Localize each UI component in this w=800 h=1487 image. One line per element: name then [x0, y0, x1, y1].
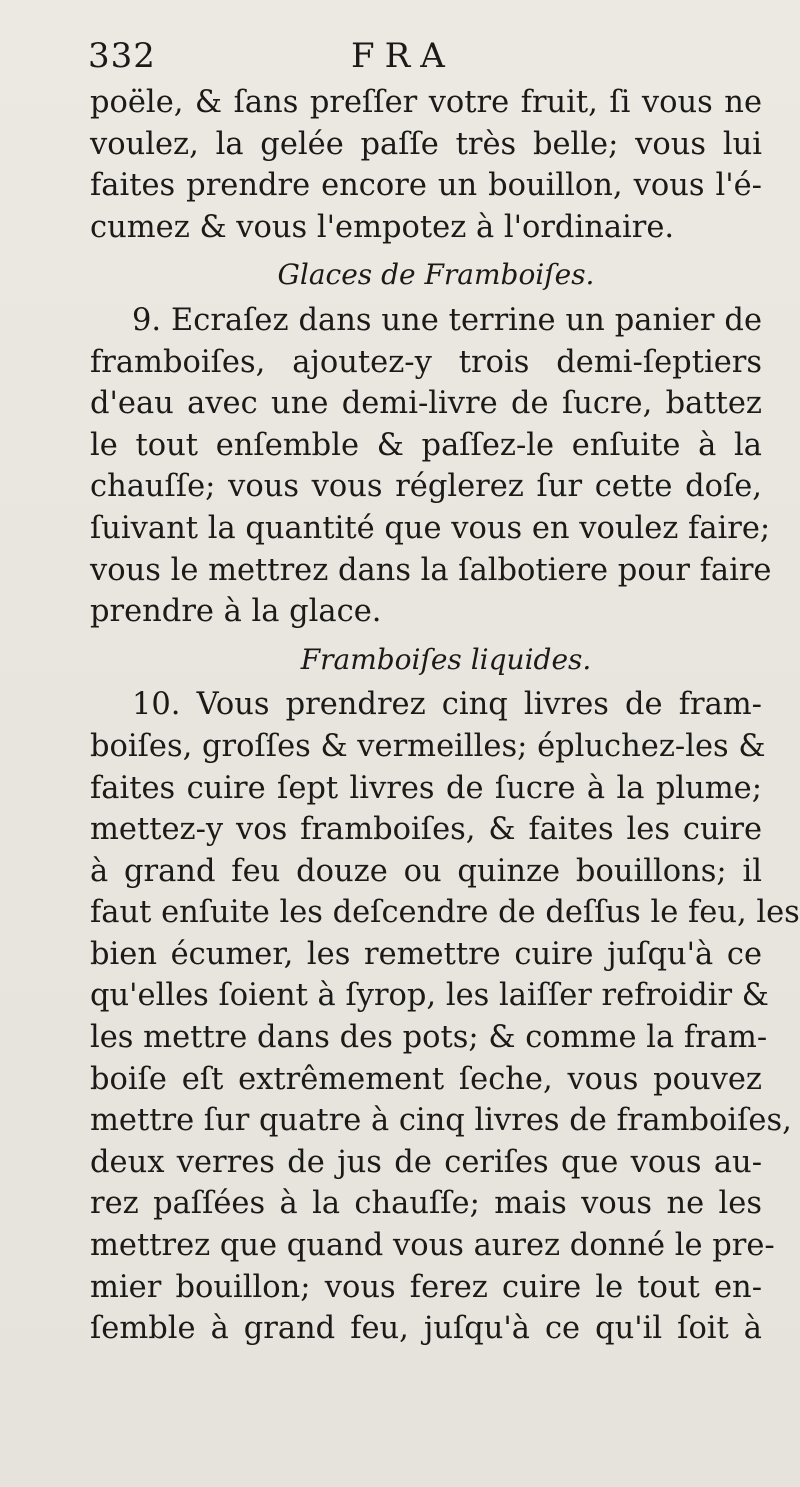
- text-line: le tout enſemble & paſſez-le enſuite à la: [90, 427, 762, 463]
- text-line: vous le mettrez dans la ſalbotiere pour faire: [90, 552, 772, 588]
- section-heading-glaces: Glaces de Framboiſes.: [277, 258, 595, 292]
- text-line: 10. Vous prendrez cinq livres de fram-: [132, 687, 762, 723]
- text-line: framboiſes, ajoutez-y trois demi-ſeptiers: [90, 344, 762, 380]
- text-line: bien écumer, les remettre cuire juſqu'à ce: [90, 936, 762, 972]
- page-number: 332: [88, 36, 156, 76]
- text-line: mier bouillon; vous ferez cuire le tout en-: [90, 1269, 762, 1305]
- text-line: voulez, la gelée paſſe très belle; vous lui: [90, 126, 762, 162]
- text-line: les mettre dans des pots; & comme la fram-: [90, 1020, 768, 1056]
- text-line: faites cuire ſept livres de ſucre à la plume;: [90, 770, 762, 806]
- text-line: d'eau avec une demi-livre de ſucre, battez: [90, 386, 762, 422]
- text-line: prendre à la glace.: [90, 594, 382, 630]
- text-line: mettre ſur quatre à cinq livres de framboiſes,: [90, 1103, 792, 1139]
- text-line: rez paſſées à la chauſſe; mais vous ne les: [90, 1186, 762, 1222]
- text-line: chauſſe; vous vous réglerez ſur cette doſe,: [90, 469, 762, 505]
- text-line: qu'elles ſoient à ſyrop, les laiſſer refroidir &: [90, 978, 769, 1014]
- text-line: deux verres de jus de ceriſes que vous au-: [90, 1144, 762, 1180]
- text-line: boiſes, groſſes & vermeilles; épluchez-les &: [90, 728, 766, 764]
- text-line: ſemble à grand feu, juſqu'à ce qu'il ſoit à: [90, 1311, 762, 1347]
- text-line: à grand feu douze ou quinze bouillons; il: [90, 853, 762, 889]
- text-line: mettez-y vos framboiſes, & faites les cuire: [90, 812, 762, 848]
- section-heading-liquides: Framboiſes liquides.: [300, 642, 592, 676]
- text-line: boiſe eſt extrêmement ſeche, vous pouvez: [90, 1061, 762, 1097]
- text-line: poële, & ſans preſſer votre fruit, ſi vous ne: [90, 85, 762, 120]
- text-line: faut enſuite les deſcendre de deſſus le feu, les: [90, 895, 800, 931]
- page-body: [90, 82, 800, 1350]
- running-head: FRA: [351, 36, 455, 76]
- text-line: faites prendre encore un bouillon, vous l'é-: [90, 168, 762, 204]
- text-line: mettrez que quand vous aurez donné le pre-: [90, 1228, 775, 1264]
- text-line: 9. Ecraſez dans une terrine un panier de: [132, 302, 762, 338]
- page-header: [88, 36, 778, 76]
- text-line: ſuivant la quantité que vous en voulez faire;: [90, 510, 771, 546]
- text-line: cumez & vous l'empotez à l'ordinaire.: [90, 209, 675, 245]
